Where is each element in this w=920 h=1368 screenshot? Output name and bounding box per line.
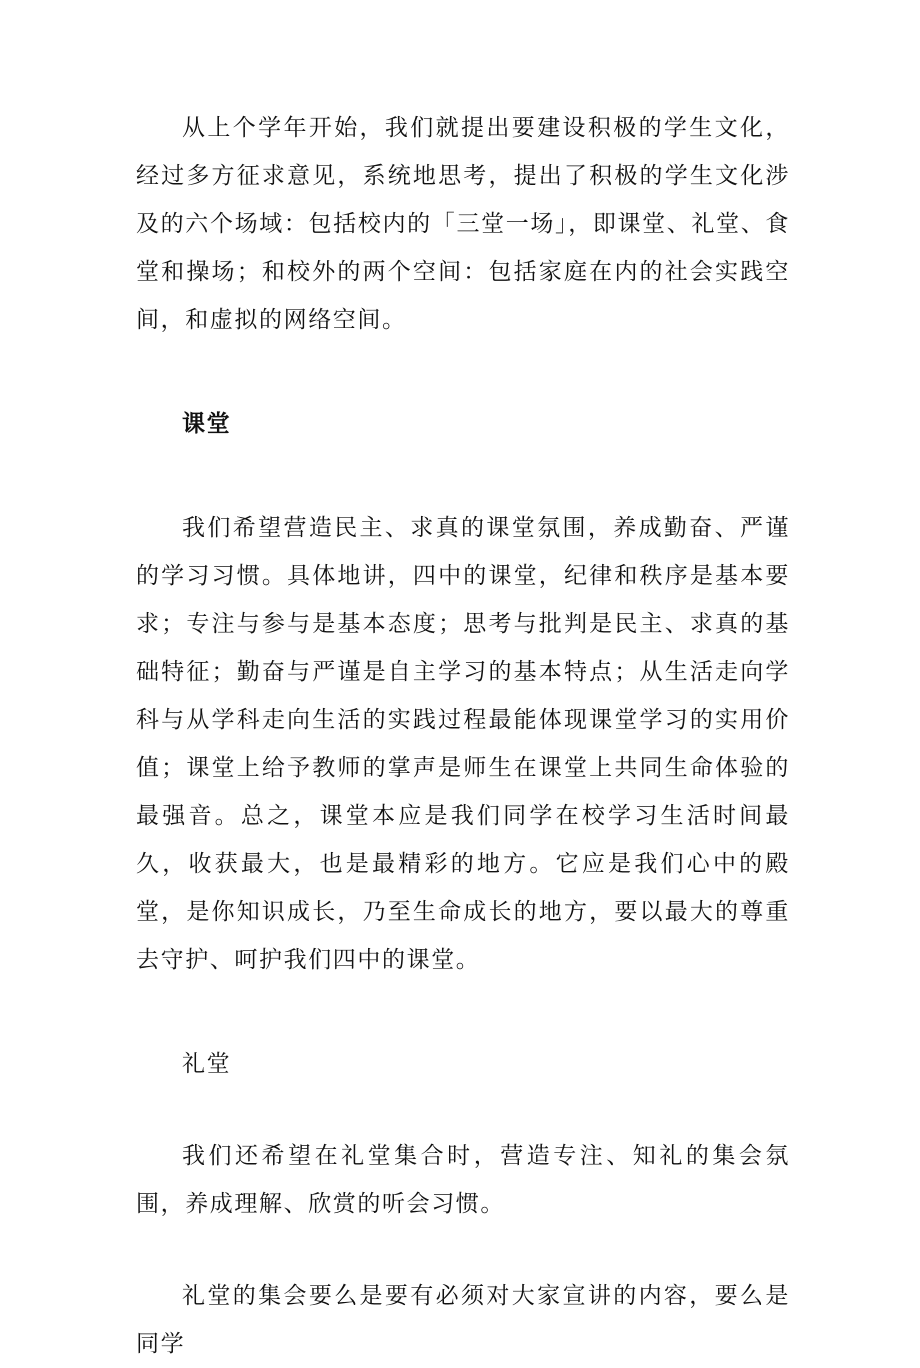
spacer — [136, 1088, 790, 1132]
spacer — [136, 1228, 790, 1272]
spacer — [136, 984, 790, 1040]
section-heading-auditorium: 礼堂 — [182, 1051, 232, 1077]
section-heading-classroom: 课堂 — [182, 410, 232, 437]
auditorium-paragraph-1: 我们还希望在礼堂集合时，营造专注、知礼的集会氛围，养成理解、欣赏的听会习惯。 — [136, 1143, 790, 1217]
intro-paragraph: 从上个学年开始，我们就提出要建设积极的学生文化，经过多方征求意见，系统地思考，提出了积极的学生文化涉及的六个场域：包括校内的「三堂一场」，即课堂、礼堂、食堂和操场；和校外的两个空间：包括家庭在内的社会实践空间，和虚拟的网络空间。 — [136, 115, 790, 333]
classroom-paragraph: 我们希望营造民主、求真的课堂氛围，养成勤奋、严谨的学习习惯。具体地讲，四中的课堂，纪律和秩序是基本要求；专注与参与是基本态度；思考与批判是民主、求真的基础特征；勤奋与严谨是自主学习的基本特点；从生活走向学科与从学科走向生活的实践过程最能体现课堂学习的实用价值；课堂上给予教师的掌声是师生在课堂上共同生命体验的最强音。总之，课堂本应是我们同学在校学习生活时间最久，收获最大，也是最精彩的地方。它应是我们心中的殿堂，是你知识成长，乃至生命成长的地方，要以最大的尊重去守护、呵护我们四中的课堂。 — [136, 515, 790, 973]
spacer — [136, 344, 790, 400]
spacer — [136, 448, 790, 504]
auditorium-paragraph-2: 礼堂的集会要么是要有必须对大家宣讲的内容，要么是同学 — [136, 1283, 790, 1357]
document-page — [136, 104, 790, 1368]
